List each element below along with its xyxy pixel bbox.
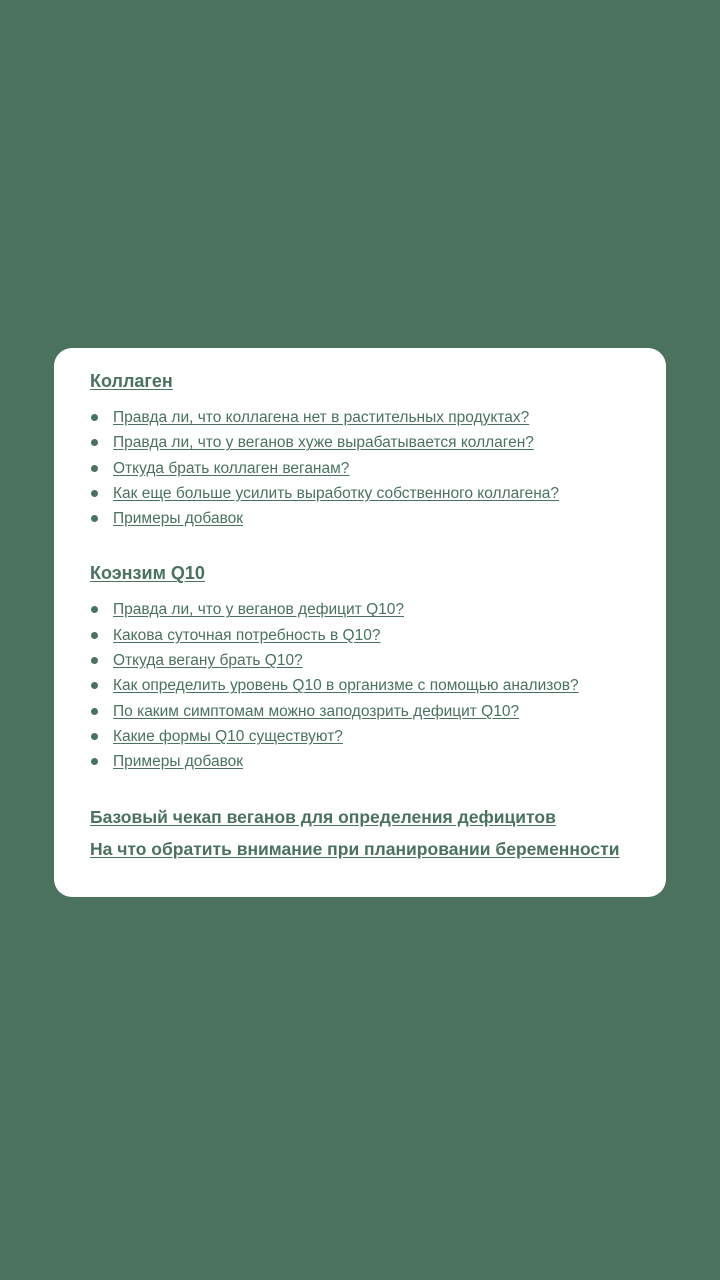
section-title-q10[interactable]: Коэнзим Q10: [90, 563, 205, 584]
bullet-icon: [91, 657, 98, 664]
list-item: [90, 408, 666, 433]
content-card: [54, 348, 666, 897]
section-title-collagen[interactable]: Коллаген: [90, 371, 173, 391]
bullet-icon: [91, 490, 98, 497]
list-item: [90, 626, 666, 651]
bullet-icon: [91, 515, 98, 522]
list-item: [90, 484, 666, 509]
section-spacer: [90, 534, 666, 562]
q10-link-1[interactable]: Правда ли, что у веганов дефицит Q10?: [113, 601, 404, 619]
q10-link-2[interactable]: Какова суточная потребность в Q10?: [113, 626, 381, 644]
collagen-link-2[interactable]: Правда ли, что у веганов хуже вырабатывается коллаген?: [113, 434, 534, 452]
bullet-icon: [91, 733, 98, 740]
q10-link-5[interactable]: По каким симптомам можно заподозрить дефицит Q10?: [113, 702, 520, 720]
list-item: [90, 702, 666, 727]
bullet-icon: [91, 682, 98, 689]
bullet-icon: [91, 632, 98, 639]
bullet-icon: [91, 465, 98, 472]
bullet-icon: [91, 708, 98, 715]
list-item: [90, 433, 666, 458]
bullet-icon: [91, 758, 98, 765]
vegan-checkup-link[interactable]: Базовый чекап веганов для определения дефицитов: [90, 806, 556, 827]
bullet-icon: [91, 439, 98, 446]
list-item: [90, 509, 666, 534]
collagen-link-5[interactable]: Примеры добавок: [113, 510, 244, 528]
bullet-icon: [91, 606, 98, 613]
q10-link-7[interactable]: Примеры добавок: [113, 753, 244, 771]
list-item: [90, 459, 666, 484]
bullet-icon: [91, 414, 98, 421]
list-item: [90, 651, 666, 676]
section-spacer: [90, 778, 666, 806]
q10-link-6[interactable]: Какие формы Q10 существуют?: [113, 727, 343, 745]
collagen-link-4[interactable]: Как еще больше усилить выработку собственного коллагена?: [113, 484, 559, 502]
pregnancy-planning-link[interactable]: На что обратить внимание при планировании беременности: [90, 838, 620, 859]
list-item: [90, 727, 666, 752]
list-item: [90, 676, 666, 701]
q10-link-3[interactable]: Откуда вегану брать Q10?: [113, 652, 303, 670]
q10-link-4[interactable]: Как определить уровень Q10 в организме с помощью анализов?: [113, 677, 579, 695]
q10-list: [90, 600, 666, 777]
collagen-link-1[interactable]: Правда ли, что коллагена нет в растительных продуктах?: [113, 409, 530, 426]
list-item: [90, 752, 666, 777]
collagen-list: [90, 408, 666, 534]
list-item: [90, 600, 666, 625]
collagen-link-3[interactable]: Откуда брать коллаген веганам?: [113, 459, 350, 477]
